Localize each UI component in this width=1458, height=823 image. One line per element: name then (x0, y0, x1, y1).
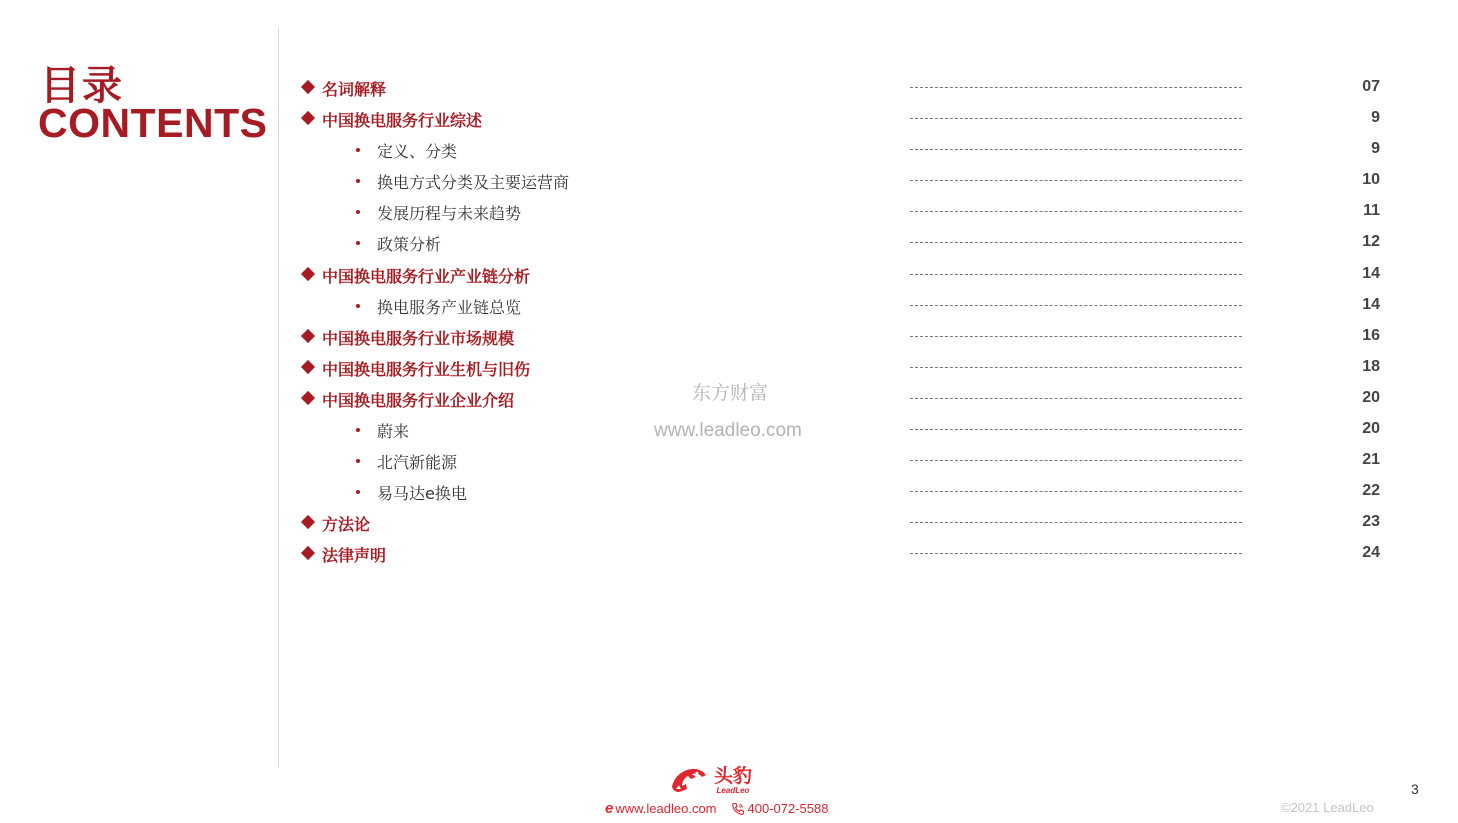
dot-icon (356, 179, 360, 183)
toc-entry-label[interactable]: 政策分析 (377, 235, 442, 255)
toc-leader-line (910, 491, 1242, 492)
diamond-icon (301, 80, 315, 94)
diamond-icon (301, 391, 315, 405)
toc-row[interactable] (300, 165, 1390, 196)
toc-page-number: 11 (1363, 202, 1380, 220)
toc-row[interactable] (300, 134, 1390, 165)
toc-leader-line (910, 460, 1242, 461)
diamond-icon (301, 360, 315, 374)
toc-leader-line (910, 305, 1242, 306)
toc-row[interactable] (300, 507, 1390, 538)
ie-icon: e (605, 800, 614, 817)
title-english: CONTENTS (38, 100, 268, 146)
toc-row[interactable] (300, 383, 1390, 414)
watermark-url: www.leadleo.com (654, 420, 802, 441)
dot-icon (356, 490, 360, 494)
toc-leader-line (910, 180, 1242, 181)
diamond-icon (301, 546, 315, 560)
toc-leader-line (910, 522, 1242, 523)
toc-row[interactable] (300, 290, 1390, 321)
toc-entry-label[interactable]: 发展历程与未来趋势 (377, 204, 522, 224)
toc-row[interactable] (300, 414, 1390, 445)
toc-entry-label[interactable]: 中国换电服务行业市场规模 (322, 328, 515, 348)
toc-entry-label[interactable]: 中国换电服务行业生机与旧伤 (322, 359, 531, 379)
toc-entry-label[interactable]: 易马达e换电 (377, 484, 467, 504)
toc-page-number: 16 (1362, 326, 1380, 344)
diamond-icon (301, 329, 315, 343)
leopard-logo-icon (670, 765, 710, 795)
toc-entry-label[interactable]: 方法论 (322, 515, 371, 535)
toc-leader-line (910, 336, 1242, 337)
diamond-icon (301, 515, 315, 529)
watermark-text: 东方财富 (692, 382, 769, 404)
dot-icon (356, 210, 360, 214)
dot-icon (356, 459, 360, 463)
toc-row[interactable] (300, 72, 1390, 103)
toc-leader-line (910, 429, 1242, 430)
toc-row[interactable] (300, 538, 1390, 569)
contact-info (605, 800, 828, 817)
logo-chinese-name: 头豹 (714, 764, 753, 787)
website-link[interactable]: www.leadleo.com (615, 801, 717, 816)
toc-leader-line (910, 149, 1242, 150)
title-chinese: 目录 (40, 63, 124, 109)
toc-page-number: 20 (1362, 420, 1380, 438)
toc-entry-label[interactable]: 换电服务产业链总览 (377, 297, 522, 317)
toc-leader-line (910, 553, 1242, 554)
toc-page-number: 14 (1362, 264, 1380, 282)
toc-page-number: 07 (1362, 78, 1380, 95)
toc-entry-label[interactable]: 换电方式分类及主要运营商 (377, 173, 570, 193)
dot-icon (356, 148, 360, 152)
toc-page-number: 23 (1362, 513, 1380, 531)
toc-entry-label[interactable]: 蔚来 (377, 422, 410, 442)
toc-page-number: 22 (1362, 482, 1380, 500)
toc-leader-line (910, 274, 1242, 275)
toc-page-number: 14 (1362, 295, 1380, 313)
table-of-contents (300, 72, 1390, 570)
phone-icon (731, 802, 745, 816)
toc-entry-label[interactable]: 中国换电服务行业产业链分析 (322, 266, 531, 286)
toc-entry-label[interactable]: 北汽新能源 (377, 453, 458, 473)
toc-row[interactable] (300, 352, 1390, 383)
toc-entry-label[interactable]: 定义、分类 (377, 142, 458, 162)
toc-entry-label[interactable]: 中国换电服务行业企业介绍 (322, 390, 515, 410)
toc-leader-line (910, 242, 1242, 243)
toc-page-number: 20 (1362, 388, 1380, 406)
toc-page-number: 24 (1362, 544, 1380, 562)
toc-leader-line (910, 211, 1242, 212)
toc-leader-line (910, 87, 1242, 88)
toc-leader-line (910, 398, 1242, 399)
toc-leader-line (910, 118, 1242, 119)
page-number: 3 (1411, 781, 1419, 797)
copyright-text: ©2021 LeadLeo (1281, 800, 1374, 815)
toc-page-number: 12 (1362, 233, 1380, 251)
dot-icon (356, 304, 360, 308)
toc-row[interactable] (300, 196, 1390, 227)
toc-page-number: 21 (1362, 451, 1380, 469)
toc-page-number: 10 (1362, 171, 1380, 189)
toc-entry-label[interactable]: 名词解释 (322, 80, 387, 99)
toc-row[interactable] (300, 103, 1390, 134)
dot-icon (356, 428, 360, 432)
toc-row[interactable] (300, 445, 1390, 476)
phone-number: 400-072-5588 (747, 801, 829, 816)
toc-row[interactable] (300, 476, 1390, 507)
logo-english-name: LeadLeo (716, 785, 750, 795)
toc-entry-label[interactable]: 法律声明 (322, 546, 387, 566)
divider-line (278, 28, 279, 768)
toc-page-number: 9 (1371, 109, 1380, 127)
toc-row[interactable] (300, 321, 1390, 352)
toc-page-number: 9 (1371, 140, 1380, 158)
toc-row[interactable] (300, 259, 1390, 290)
diamond-icon (301, 266, 315, 280)
toc-leader-line (910, 367, 1242, 368)
toc-row[interactable] (300, 227, 1390, 258)
toc-entry-label[interactable]: 中国换电服务行业综述 (322, 111, 483, 131)
toc-page-number: 18 (1362, 357, 1380, 375)
dot-icon (356, 241, 360, 245)
leadleo-logo (670, 764, 752, 796)
diamond-icon (301, 111, 315, 125)
